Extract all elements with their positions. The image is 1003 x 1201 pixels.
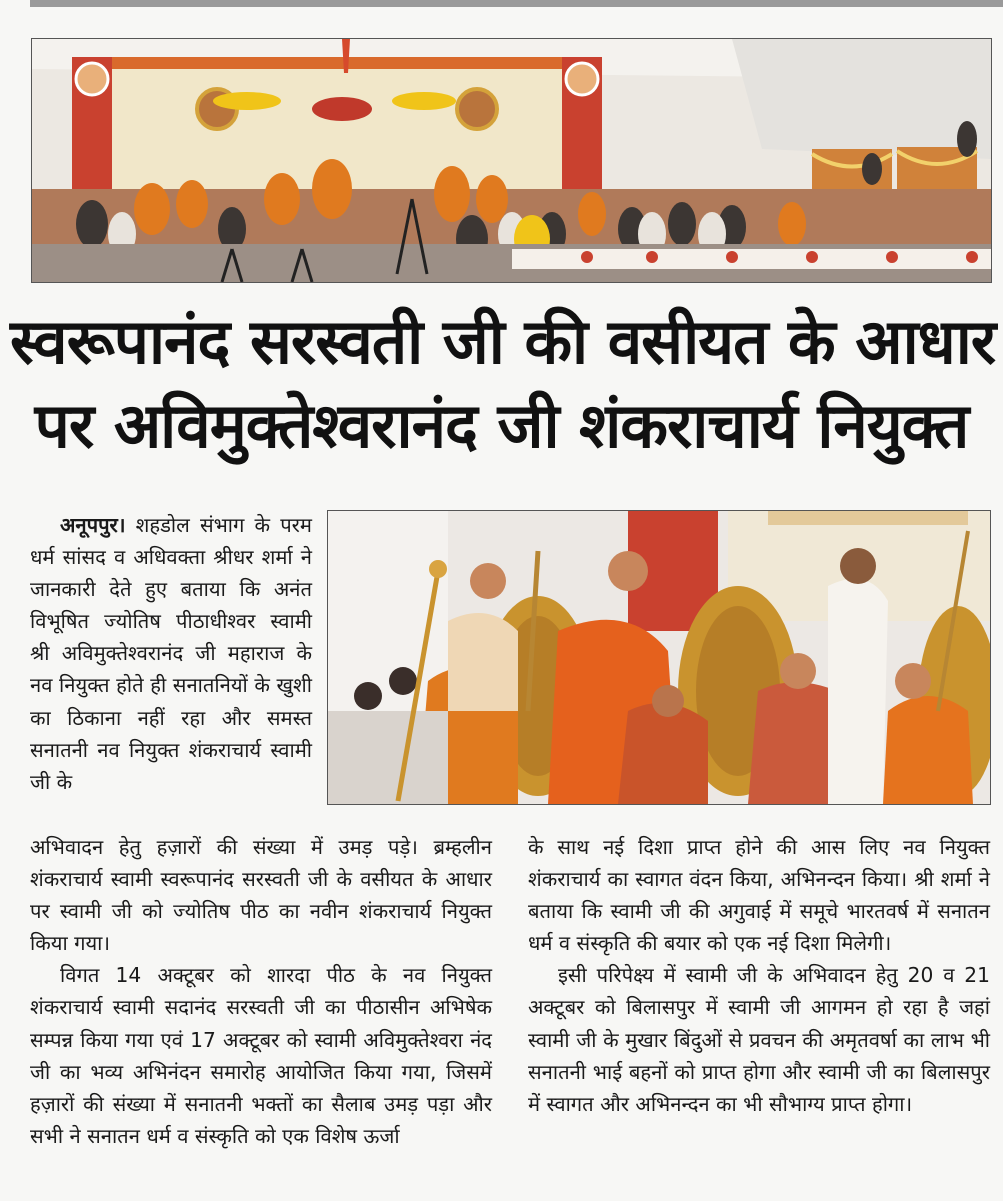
headline-line-2: पर अविमुक्तेश्वरानंद जी शंकराचार्य नियुक्त bbox=[34, 389, 969, 462]
article-paragraph: के साथ नई दिशा प्राप्त होने की आस लिए नव नियुक्त शंकराचार्य का स्वागत वंदन किया, अभिनन्दन किया। श्री शर्मा ने बताया कि स्वामी जी की अगुवाई में समूचे भारतवर्ष में सनातन धर्म व संस्कृति की बयार को एक नई दिशा मिलेगी। bbox=[528, 835, 990, 956]
article-column-left-top bbox=[30, 509, 312, 798]
headline bbox=[10, 300, 996, 468]
article-column-right bbox=[528, 831, 990, 1120]
article-column-left-bottom bbox=[30, 831, 492, 1152]
article-paragraph bbox=[30, 509, 312, 798]
article-paragraph: इसी परिपेक्ष्य में स्वामी जी के अभिवादन हेतु 20 व 21 अक्टूबर को बिलासपुर में स्वामी जी आगमन हो रहा है जहां स्वामी जी के मुखार बिंदुओं से प्रवचन की अमृतवर्षा का लाभ भी सनातनी भाई बहनों को प्राप्त होगा और स्वामी जी का बिलासपुर में स्वागत और अभिनन्दन का भी सौभाग्य प्राप्त होगा। bbox=[528, 963, 990, 1116]
article-text: शहडोल संभाग के परम धर्म सांसद व अधिवक्ता श्रीधर शर्मा ने जानकारी देते हुए बताया कि अनंत विभूषित ज्योतिष पीठाधीश्वर स्वामी श्री अविमुक्तेश्वरानंद जी महाराज के नव नियुक्त होते ही सनातनियों के खुशी का ठिकाना नहीं रहा और समस्त सनातनी नव नियुक्त शंकराचार्य स्वामी जी के bbox=[30, 513, 312, 794]
top-rule bbox=[30, 0, 1003, 7]
article-paragraph: विगत 14 अक्टूबर को शारदा पीठ के नव नियुक्त शंकराचार्य स्वामी सदानंद सरस्वती जी का पीठासीन अभिषेक सम्पन्न किया गया एवं 17 अक्टूबर को स्वामी अविमुक्तेश्वरा नंद जी का भव्य अभिनंदन समारोह आयोजित किया गया, जिसमें हज़ारों की संख्या में सनातनी भक्तों का सैलाब उमड़ पड़ा और सभी ने सनातन धर्म व संस्कृति को एक विशेष ऊर्जा bbox=[30, 963, 492, 1148]
seers-on-thrones-photo bbox=[327, 510, 991, 805]
headline-line-1: स्वरूपानंद सरस्वती जी की वसीयत के आधार bbox=[10, 305, 996, 378]
event-stage-photo bbox=[31, 38, 992, 283]
article-paragraph: अभिवादन हेतु हज़ारों की संख्या में उमड़ पड़े। ब्रम्हलीन शंकराचार्य स्वामी स्वरूपानंद सरस्वती जी के वसीयत के आधार पर स्वामी जी को ज्योतिष पीठ का नवीन शंकराचार्य नियुक्त किया गया। bbox=[30, 835, 492, 956]
dateline: अनूपपुर। bbox=[60, 513, 126, 537]
